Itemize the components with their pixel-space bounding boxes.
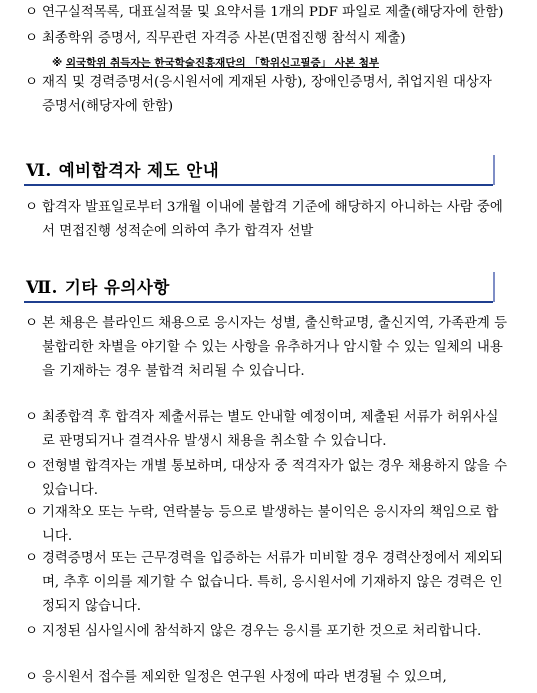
note <box>52 56 379 70</box>
bullet-mark: ㅇ <box>25 410 38 425</box>
section-title <box>26 157 219 181</box>
list-item <box>25 71 508 119</box>
list-item-text: 기재착오 또는 누락, 연락불능 등으로 발생하는 불이익은 응시자의 책임으로 합니다. <box>42 505 499 544</box>
list-item <box>25 666 508 690</box>
list-item-text: 합격자 발표일로부터 3개월 이내에 불합격 기준에 해당하지 아니하는 사람 중에서 면접진행 성적순에 의하여 추가 합격자 선발 <box>42 200 503 239</box>
section-heading-6 <box>24 155 495 185</box>
section-title-text: 예비합격자 제도 안내 <box>58 161 220 180</box>
bullet-mark: ㅇ <box>25 31 38 46</box>
list-item-text: 경력증명서 또는 근무경력을 입증하는 서류가 미비할 경우 경력산정에서 제외되며, 추후 이의를 제기할 수 없습니다. 특히, 응시원서에 기재하지 않은 경력은 인정되지 않습니다. <box>42 551 503 614</box>
bullet-mark: ㅇ <box>25 316 38 331</box>
section-underline <box>24 184 493 186</box>
list-item-text: 지정된 심사일시에 참석하지 않은 경우는 응시를 포기한 것으로 처리합니다. <box>42 624 482 639</box>
note-text: 외국학위 취득자는 한국학술진흥재단의 「학위신고필증」 사본 첨부 <box>65 57 380 69</box>
list-item <box>25 312 508 384</box>
list-item <box>25 406 508 454</box>
bullet-mark: ㅇ <box>25 551 38 566</box>
bullet-mark: ㅇ <box>25 459 38 474</box>
list-item-text: 응시원서 접수를 제외한 일정은 연구원 사정에 따라 변경될 수 있으며, <box>42 670 447 685</box>
list-item-text: 최종학위 증명서, 직무관련 자격증 사본(면접진행 참석시 제출) <box>42 31 406 46</box>
section-underline <box>24 301 493 303</box>
bullet-mark: ㅇ <box>25 200 38 215</box>
bullet-mark: ㅇ <box>25 670 38 685</box>
bullet-mark: ㅇ <box>25 5 38 20</box>
list-item <box>25 501 508 549</box>
list-item-text: 본 채용은 블라인드 채용으로 응시자는 성별, 출신학교명, 출신지역, 가족관계 등 불합리한 차별을 야기할 수 있는 사항을 유추하거나 암시할 수 있는 일체의 내용을 기재하는 경우 불합격 처리될 수 있습니다. <box>42 316 508 379</box>
list-item <box>25 196 508 244</box>
list-item <box>25 547 508 619</box>
section-title-text: 기타 유의사항 <box>64 278 170 297</box>
bullet-mark: ㅇ <box>25 624 38 639</box>
section-heading-7 <box>24 272 495 302</box>
list-item-text: 연구실적목록, 대표실적물 및 요약서를 1개의 PDF 파일로 제출(해당자에 한함) <box>42 5 504 20</box>
note-mark: ※ <box>52 57 63 69</box>
list-item-text: 재직 및 경력증명서(응시원서에 게재된 사항), 장애인증명서, 취업지원 대상자 증명서(해당자에 한함) <box>42 75 492 114</box>
list-item <box>25 27 508 51</box>
list-item <box>25 455 508 503</box>
list-item <box>25 1 508 25</box>
section-number: Ⅵ. <box>26 161 52 180</box>
list-item-text: 최종합격 후 합격자 제출서류는 별도 안내할 예정이며, 제출된 서류가 허위사실로 판명되거나 결격사유 발생시 채용을 취소할 수 있습니다. <box>42 410 499 449</box>
section-number: Ⅶ. <box>26 278 58 297</box>
bullet-mark: ㅇ <box>25 75 38 90</box>
list-item <box>25 620 508 644</box>
bullet-mark: ㅇ <box>25 505 38 520</box>
section-title <box>26 274 170 298</box>
list-item-text: 전형별 합격자는 개별 통보하며, 대상자 중 적격자가 없는 경우 채용하지 않을 수 있습니다. <box>42 459 508 498</box>
